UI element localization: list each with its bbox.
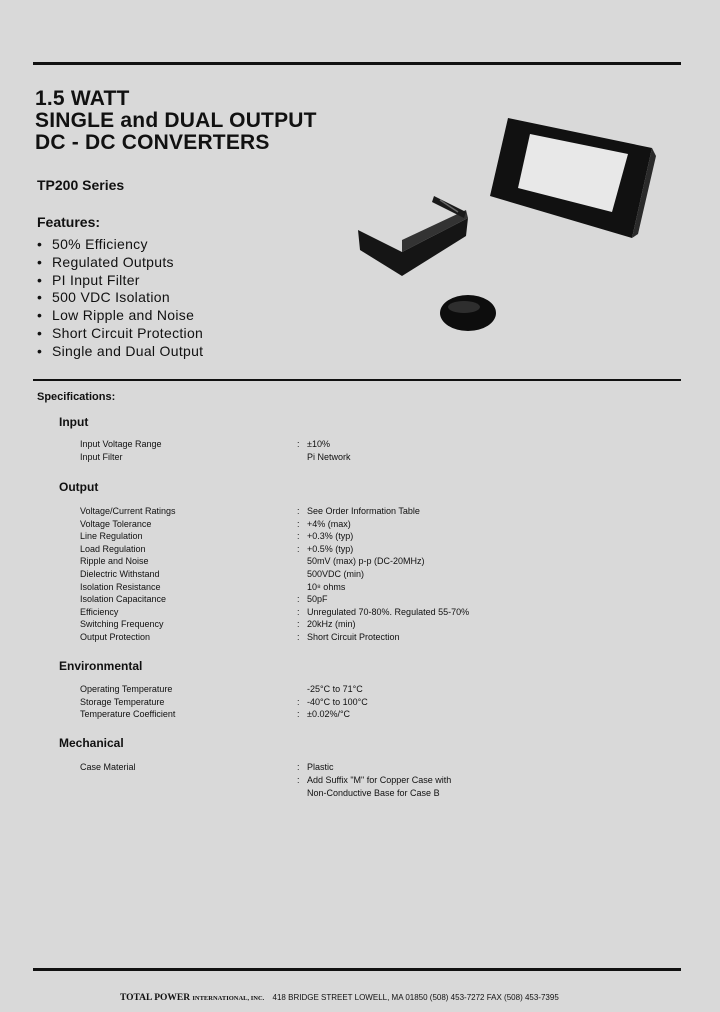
bullet-icon: • [37,307,43,324]
section-output-title: Output [59,480,99,494]
feature-item: • 500 VDC Isolation [37,289,170,306]
feature-item: • Regulated Outputs [37,253,174,270]
company-address: 418 BRIDGE STREET LOWELL, MA 01850 (508) 453-7272 FAX (508) 453-7395 [272,993,559,1002]
bottom-divider [33,968,681,971]
product-photo [340,100,680,350]
feature-item: • PI Input Filter [37,271,140,288]
feature-item: • Single and Dual Output [37,342,204,359]
feature-item: • Short Circuit Protection [37,324,204,341]
features-list [37,236,203,361]
section-input-title: Input [59,415,89,429]
section-mechanical-title: Mechanical [59,736,124,750]
module-body [358,218,468,276]
disc-highlight [448,301,480,313]
section-environmental-title: Environmental [59,659,143,673]
feature-item: • 50% Efficiency [37,236,148,252]
bullet-icon: • [37,324,43,341]
company-suffix: INTERNATIONAL, INC. [192,995,265,1002]
top-divider [33,62,681,65]
feature-item: • Low Ripple and Noise [37,307,195,324]
bullet-icon: • [37,253,43,270]
bullet-icon: • [37,236,43,252]
company-name: TOTAL POWER [120,993,191,1003]
module-tab [432,196,466,218]
bullet-icon: • [37,271,43,288]
section-divider [33,379,681,381]
specifications-heading: Specifications: [37,391,116,403]
bullet-icon: • [37,342,43,359]
page-title [35,88,317,154]
footer [120,993,559,1003]
features-heading: Features: [37,214,101,230]
disc [440,295,496,331]
title-line-2: SINGLE and DUAL OUTPUT [35,109,317,132]
title-line-3: DC - DC CONVERTERS [35,131,270,154]
bullet-icon: • [37,289,43,306]
series-name: TP200 Series [37,177,125,193]
title-line-1: 1.5 WATT [35,87,130,110]
